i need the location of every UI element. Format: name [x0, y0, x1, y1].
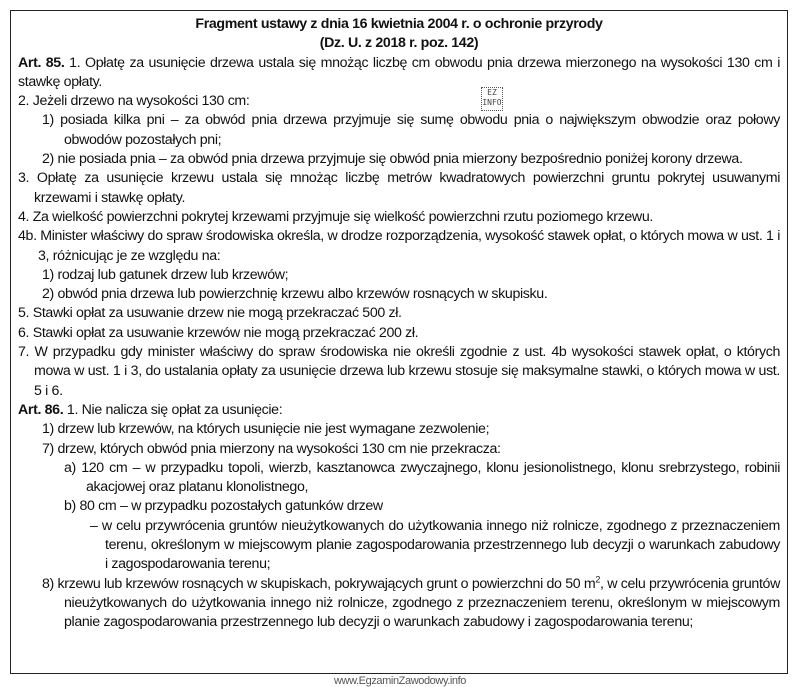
art85-p6: 6. Stawki opłat za usuwanie krzewów nie mogą przekraczać 200 zł.: [18, 324, 419, 341]
law-excerpt-box: [10, 10, 788, 674]
art86-item-8-post: , w celu przywrócenia gruntów nieużytkowanych do użytkowania innego niż rolnicze, zgodnego z przeznaczeniem terenu, określonym w miejscowym planie zagospodarowania przestrzennego lub decyzji o warunkach zabudowy i zagospodarowania terenu;: [64, 575, 780, 631]
art85-p2-item: 1) posiada kilka pni – za obwód pnia drzewa przyjmuje się sumę obwodu pnia o największym obwodzie oraz połowy obwodów pozostałych pni;: [42, 112, 780, 148]
art85-p1: [18, 54, 780, 93]
art85-p7: 7. W przypadku gdy minister właściwy do spraw środowiska nie określi zgodnie z ust. 4b wysokości stawek opłat, o których mowa w ust. 1 i 3, do ustalania opłaty za usunięcie drzewa lub krzewu stosuje się maksymalne stawki, o których mowa w ust. 5 i 6.: [18, 344, 780, 399]
ez-badge-line2: INFO: [482, 98, 502, 107]
art86-p1: [18, 401, 780, 420]
art86-item-7: 7) drzew, których obwód pnia mierzony na wysokości 130 cm nie przekracza:: [42, 440, 501, 457]
document-title: Fragment ustawy z dnia 16 kwietnia 2004 r. o ochronie przyrody: [195, 16, 603, 32]
art85-label: Art. 85.: [18, 54, 65, 71]
art86-item-7b: b) 80 cm – w przypadku pozostałych gatunków drzew: [64, 498, 383, 515]
art86-p1-text: 1. Nie nalicza się opłat za usunięcie:: [66, 401, 283, 418]
art85-p5: 5. Stawki opłat za usuwanie drzew nie mogą przekraczać 500 zł.: [18, 305, 402, 322]
art85-p2-item: 2) nie posiada pnia – za obwód pnia drzewa przyjmuje się obwód pnia mierzony bezpośrednio poniżej korony drzewa.: [42, 151, 743, 168]
art85-p3: 3. Opłatę za usunięcie krzewu ustala się mnożąc liczbę metrów kwadratowych powierzchni gruntu pokrytej usuwanymi krzewami i stawkę opłaty.: [18, 170, 780, 206]
art86-label: Art. 86.: [18, 401, 64, 418]
document-subtitle: (Dz. U. z 2018 r. poz. 142): [319, 35, 479, 52]
art85-p2: 2. Jeżeli drzewo na wysokości 130 cm:: [18, 93, 250, 110]
art86-item-1: 1) drzew lub krzewów, na których usunięcie nie jest wymagane zezwolenie;: [42, 421, 490, 438]
ez-info-badge-icon: [481, 87, 503, 111]
ez-badge-line1: EZ: [487, 88, 497, 97]
art86-item-7a: a) 120 cm – w przypadku topoli, wierzb, kasztanowca zwyczajnego, klonu jesionolistnego, klonu srebrzystego, robinii akacjowej oraz platanu klonolistnego,: [64, 459, 780, 496]
watermark: www.EgzaminZawodowy.info: [333, 675, 467, 687]
art85-p4b-item: 1) rodzaj lub gatunek drzew lub krzewów;: [42, 266, 289, 283]
art85-p1-text: 1. Opłatę za usunięcie drzewa ustala się mnożąc liczbę cm obwodu pnia drzewa mierzonego na wysokości 130 cm i stawkę opłaty.: [18, 54, 780, 90]
art86-item-7-dash: – w celu przywrócenia gruntów nieużytkowanych do użytkowania innego niż rolnicze, zgodnego z przeznaczeniem terenu, określonym w miejscowym planie zagospodarowania przestrzennego lub decyzji o warunkach zabudowy i zagospodarowania terenu;: [90, 517, 780, 573]
art86-item-8-pre: 8) krzewu lub krzewów rosnących w skupiskach, pokrywających grunt o powierzchni do 50 m: [42, 575, 596, 592]
art85-p4b: 4b. Minister właściwy do spraw środowiska określa, w drodze rozporządzenia, wysokość stawek opłat, o których mowa w ust. 1 i 3, różnicując je ze względu na:: [18, 228, 780, 264]
art85-p4: 4. Za wielkość powierzchni pokrytej krzewami przyjmuje się wielkość powierzchni rzutu poziomego krzewu.: [18, 208, 653, 225]
art86-item-8: [30, 575, 780, 633]
art85-p4b-item: 2) obwód pnia drzewa lub powierzchnię krzewu albo krzewów rosnących w skupisku.: [42, 286, 548, 303]
art86-item-8-sup: 2: [595, 573, 601, 584]
